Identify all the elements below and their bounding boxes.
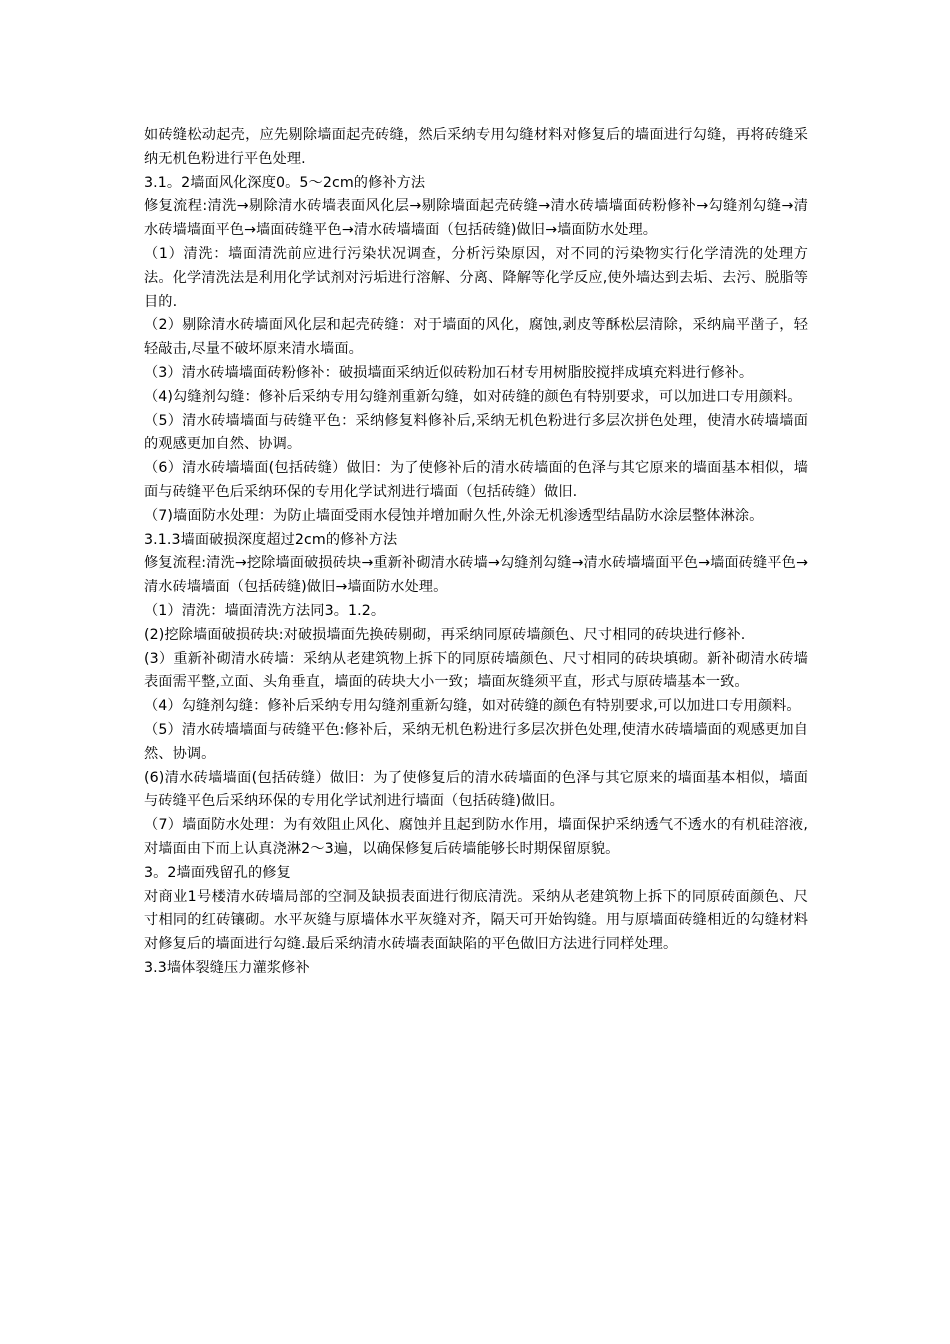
paragraph-step-4-pointing: （4)勾缝剂勾缝：修补后采纳专用勾缝剂重新勾缝，如对砖缝的颜色有特别要求，可以加进口专用颜料。 — [144, 388, 802, 405]
paragraph-step-7-waterproofing: （7)墙面防水处理：为防止墙面受雨水侵蚀并增加耐久性,外涂无机渗透型结晶防水涂层整体淋涂。 — [144, 507, 764, 524]
paragraph-step-3-powder-repair: （3）清水砖墙墙面砖粉修补：破损墙面采纳近似砖粉加石材专用树脂胶搅拌成填充料进行修补。 — [144, 364, 754, 381]
heading-3-1-2: 3.1。2墙面风化深度0。5～2cm的修补方法 — [144, 174, 426, 191]
paragraph-step-2-removal: （2）剔除清水砖墙面风化层和起壳砖缝：对于墙面的风化，腐蚀,剥皮等酥松层清除，采纳扁平凿子，轻轻敲击,尽量不破坏原来清水墙面。 — [144, 317, 808, 358]
paragraph-repair-flow-2: 修复流程:清洗→挖除墙面破损砖块→重新补砌清水砖墙→勾缝剂勾缝→清水砖墙墙面平色→墙面砖缝平色→清水砖墙墙面（包括砖缝)做旧→墙面防水处理。 — [144, 555, 808, 596]
paragraph-brick-joint-loose: 如砖缝松动起壳，应先剔除墙面起壳砖缝，然后采纳专用勾缝材料对修复后的墙面进行勾缝，再将砖缝采纳无机色粉进行平色处理. — [144, 127, 808, 167]
paragraph-b-step-7-waterproofing: （7）墙面防水处理：为有效阻止风化、腐蚀并且起到防水作用，墙面保护采纳透气不透水的有机硅溶液,对墙面由下而上认真浇淋2～3遍，以确保修复后砖墙能够长时期保留原貌。 — [144, 817, 808, 857]
paragraph-step-6-aging: （6）清水砖墙墙面(包括砖缝）做旧：为了使修补后的清水砖墙面的色泽与其它原来的墙面基本相似，墙面与砖缝平色后采纳环保的专用化学试剂进行墙面（包括砖缝）做旧. — [144, 460, 808, 500]
heading-3-2: 3。2墙面残留孔的修复 — [144, 864, 291, 881]
document-body — [144, 124, 808, 981]
paragraph-step-5-color-matching: （5）清水砖墙墙面与砖缝平色：采纳修复料修补后,采纳无机色粉进行多层次拼色处理，使清水砖墙墙面的观感更加自然、协调。 — [144, 412, 808, 453]
paragraph-b-step-1-cleaning: （1）清洗：墙面清洗方法同3。1.2。 — [144, 602, 386, 619]
paragraph-b-step-3-rebuild: (3）重新补砌清水砖墙：采纳从老建筑物上拆下的同原砖墙颜色、尺寸相同的砖块填砌。新补砌清水砖墙表面需平整,立面、头角垂直，墙面的砖块大小一致；墙面灰缝须平直，形式与原砖墙基本一致。 — [144, 650, 808, 691]
paragraph-repair-flow-1: 修复流程:清洗→剔除清水砖墙表面风化层→剔除墙面起壳砖缝→清水砖墙墙面砖粉修补→勾缝剂勾缝→清水砖墙墙面平色→墙面砖缝平色→清水砖墙墙面（包括砖缝)做旧→墙面防水处理。 — [144, 198, 808, 239]
heading-3-3: 3.3墙体裂缝压力灌浆修补 — [144, 959, 310, 976]
paragraph-b-step-4-pointing: （4）勾缝剂勾缝：修补后采纳专用勾缝剂重新勾缝，如对砖缝的颜色有特别要求,可以加进口专用颜料。 — [144, 698, 801, 715]
paragraph-b-step-5-color-matching: （5）清水砖墙墙面与砖缝平色:修补后，采纳无机色粉进行多层次拼色处理,使清水砖墙墙面的观感更加自然、协调。 — [144, 721, 808, 762]
paragraph-step-1-cleaning: （1）清洗：墙面清洗前应进行污染状况调查，分析污染原因，对不同的污染物实行化学清洗的处理方法。化学清洗法是利用化学试剂对污垢进行溶解、分离、降解等化学反应,使外墙达到去垢、去污、脱脂等目的. — [144, 245, 808, 310]
heading-3-1-3: 3.1.3墙面破损深度超过2cm的修补方法 — [144, 531, 398, 548]
paragraph-b-step-6-aging: (6)清水砖墙墙面(包括砖缝）做旧：为了使修复后的清水砖墙面的色泽与其它原来的墙面基本相似，墙面与砖缝平色后采纳环保的专用化学试剂进行墙面（包括砖缝)做旧。 — [144, 769, 808, 810]
paragraph-b-step-2-excavation: (2)挖除墙面破损砖块:对破损墙面先换砖剔砌，再采纳同原砖墙颜色、尺寸相同的砖块进行修补. — [144, 626, 746, 643]
paragraph-residual-holes: 对商业1号楼清水砖墙局部的空洞及缺损表面进行彻底清洗。采纳从老建筑物上拆下的同原砖面颜色、尺寸相同的红砖镶砌。水平灰缝与原墙体水平灰缝对齐，隔天可开始钩缝。用与原墙面砖缝相近的勾缝材料对修复后的墙面进行勾缝.最后采纳清水砖墙表面缺陷的平色做旧方法进行同样处理。 — [144, 888, 808, 953]
